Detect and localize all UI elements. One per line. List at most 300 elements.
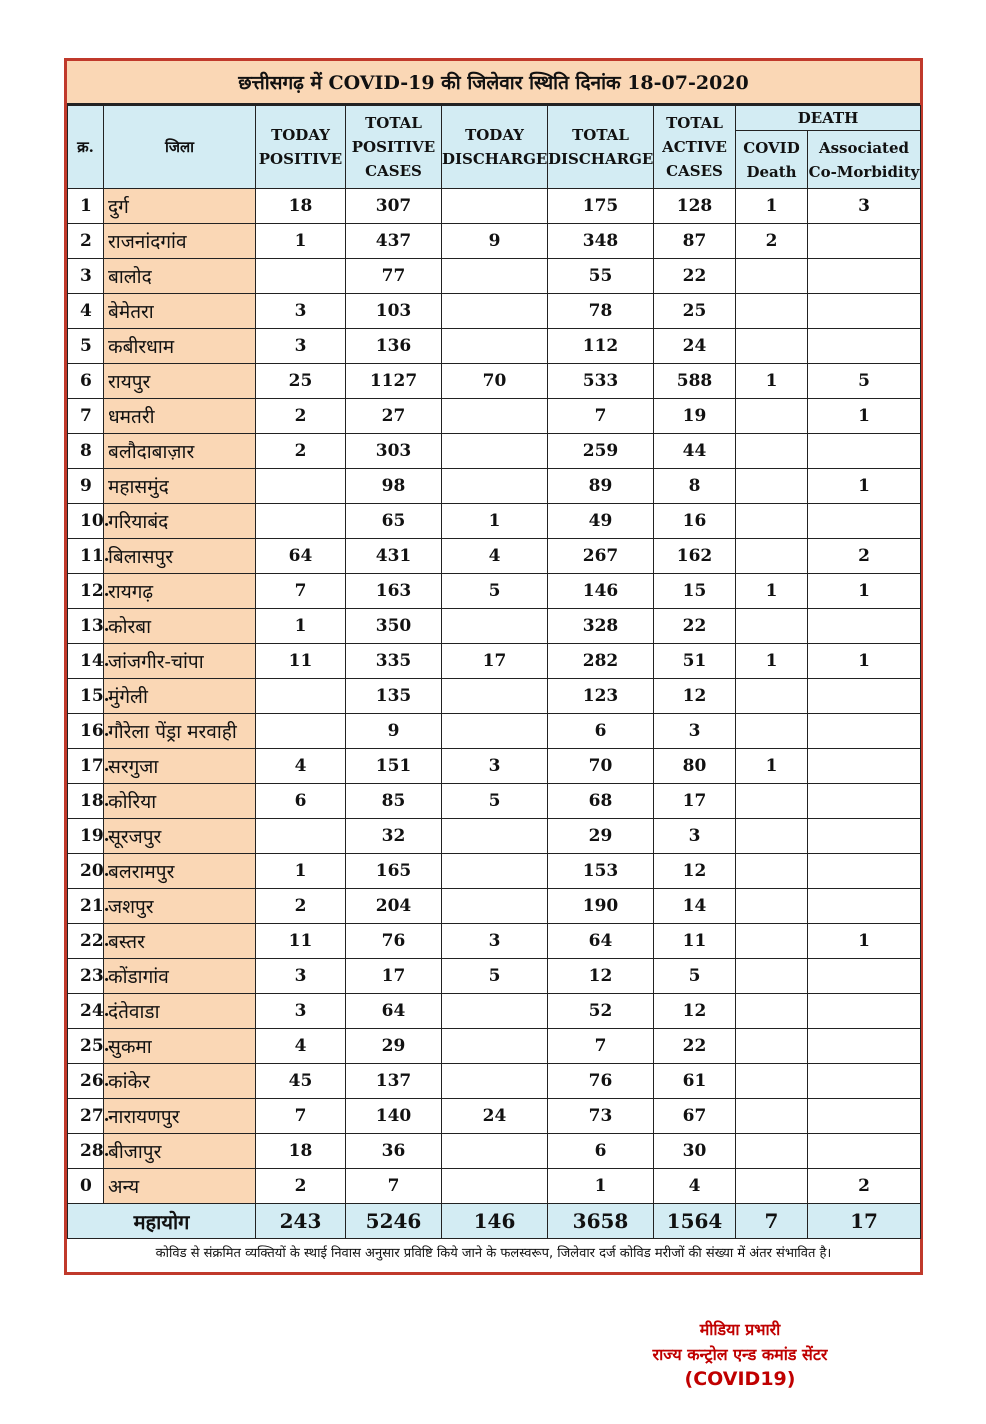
row-total-discharge: 123 (548, 679, 654, 714)
row-comorbidity (808, 504, 921, 539)
row-comorbidity (808, 959, 921, 994)
row-covid-death (736, 784, 808, 819)
report-title: छत्तीसगढ़ में COVID-19 की जिलेवार स्थिति दिनांक 18-07-2020 (67, 61, 920, 105)
header-district: जिला (104, 106, 256, 189)
row-total-positive: 335 (346, 644, 442, 679)
total-label: महायोग (68, 1204, 256, 1239)
row-sn: 23. (68, 959, 104, 994)
total-row (68, 1204, 921, 1239)
row-district: जशपुर (104, 889, 256, 924)
row-covid-death (736, 819, 808, 854)
row-total-active: 5 (654, 959, 736, 994)
row-today-positive: 1 (256, 609, 346, 644)
row-covid-death: 1 (736, 644, 808, 679)
row-sn: 6 (68, 364, 104, 399)
row-total-discharge: 6 (548, 714, 654, 749)
row-covid-death (736, 609, 808, 644)
row-today-positive: 18 (256, 189, 346, 224)
row-total-positive: 65 (346, 504, 442, 539)
row-total-active: 12 (654, 854, 736, 889)
row-sn: 5 (68, 329, 104, 364)
row-comorbidity: 2 (808, 1169, 921, 1204)
signature-covid: (COVID19) (684, 1368, 796, 1390)
row-total-active: 588 (654, 364, 736, 399)
row-today-positive: 3 (256, 294, 346, 329)
row-covid-death (736, 399, 808, 434)
table-row (68, 609, 921, 644)
row-total-active: 162 (654, 539, 736, 574)
table-row (68, 679, 921, 714)
table-row (68, 539, 921, 574)
row-comorbidity: 1 (808, 574, 921, 609)
row-district: सुकमा (104, 1029, 256, 1064)
row-total-discharge: 533 (548, 364, 654, 399)
row-today-positive: 64 (256, 539, 346, 574)
row-today-positive: 2 (256, 434, 346, 469)
row-comorbidity: 2 (808, 539, 921, 574)
row-total-positive: 165 (346, 854, 442, 889)
header-total-positive: TOTAL POSITIVE CASES (346, 106, 442, 189)
table-row (68, 889, 921, 924)
total-total-positive: 5246 (346, 1204, 442, 1239)
row-district: कबीरधाम (104, 329, 256, 364)
row-comorbidity (808, 854, 921, 889)
table-row (68, 819, 921, 854)
total-total-discharge: 3658 (548, 1204, 654, 1239)
row-district: रायगढ़ (104, 574, 256, 609)
row-sn: 27. (68, 1099, 104, 1134)
row-comorbidity (808, 1099, 921, 1134)
row-total-discharge: 76 (548, 1064, 654, 1099)
table-row (68, 259, 921, 294)
row-total-discharge: 12 (548, 959, 654, 994)
row-today-discharge (442, 189, 548, 224)
row-today-positive (256, 819, 346, 854)
row-covid-death (736, 259, 808, 294)
signature-org: राज्य कन्ट्रोल एन्ड कमांड सेंटर (652, 1345, 828, 1364)
row-total-positive: 36 (346, 1134, 442, 1169)
header-total-discharge: TOTAL DISCHARGE (548, 106, 654, 189)
header-sn: क्र. (68, 106, 104, 189)
row-total-discharge: 52 (548, 994, 654, 1029)
row-today-positive: 6 (256, 784, 346, 819)
district-status-table (67, 105, 921, 1239)
row-sn: 16. (68, 714, 104, 749)
row-total-active: 87 (654, 224, 736, 259)
row-total-active: 22 (654, 259, 736, 294)
row-comorbidity (808, 679, 921, 714)
row-district: सरगुजा (104, 749, 256, 784)
row-comorbidity: 1 (808, 644, 921, 679)
row-total-positive: 7 (346, 1169, 442, 1204)
table-row (68, 364, 921, 399)
row-district: दुर्ग (104, 189, 256, 224)
table-row (68, 854, 921, 889)
row-sn: 26. (68, 1064, 104, 1099)
row-total-active: 12 (654, 679, 736, 714)
table-row (68, 994, 921, 1029)
row-total-positive: 77 (346, 259, 442, 294)
row-comorbidity: 1 (808, 924, 921, 959)
row-district: धमतरी (104, 399, 256, 434)
row-covid-death (736, 1064, 808, 1099)
row-today-discharge: 1 (442, 504, 548, 539)
row-today-discharge (442, 434, 548, 469)
row-today-positive (256, 259, 346, 294)
row-today-discharge (442, 714, 548, 749)
row-district: अन्य (104, 1169, 256, 1204)
row-total-discharge: 112 (548, 329, 654, 364)
table-row (68, 504, 921, 539)
row-total-discharge: 146 (548, 574, 654, 609)
row-today-discharge: 70 (442, 364, 548, 399)
row-total-positive: 163 (346, 574, 442, 609)
row-total-positive: 1127 (346, 364, 442, 399)
row-covid-death: 1 (736, 189, 808, 224)
row-comorbidity (808, 819, 921, 854)
row-today-positive: 45 (256, 1064, 346, 1099)
row-covid-death (736, 1169, 808, 1204)
row-today-discharge: 5 (442, 784, 548, 819)
row-today-discharge (442, 469, 548, 504)
row-total-active: 25 (654, 294, 736, 329)
row-total-positive: 76 (346, 924, 442, 959)
header-today-positive: TODAY POSITIVE (256, 106, 346, 189)
row-today-discharge: 24 (442, 1099, 548, 1134)
row-sn: 22. (68, 924, 104, 959)
row-total-discharge: 348 (548, 224, 654, 259)
row-sn: 9 (68, 469, 104, 504)
row-comorbidity (808, 1029, 921, 1064)
row-today-discharge (442, 1064, 548, 1099)
row-comorbidity: 1 (808, 399, 921, 434)
row-total-positive: 135 (346, 679, 442, 714)
table-row (68, 434, 921, 469)
row-district: रायपुर (104, 364, 256, 399)
row-district: कोरिया (104, 784, 256, 819)
table-row (68, 959, 921, 994)
row-total-active: 80 (654, 749, 736, 784)
row-covid-death (736, 434, 808, 469)
row-covid-death (736, 959, 808, 994)
table-row (68, 784, 921, 819)
row-comorbidity (808, 224, 921, 259)
row-sn: 11. (68, 539, 104, 574)
row-sn: 19. (68, 819, 104, 854)
row-covid-death (736, 504, 808, 539)
row-total-active: 14 (654, 889, 736, 924)
row-sn: 14. (68, 644, 104, 679)
row-comorbidity (808, 609, 921, 644)
row-sn: 1 (68, 189, 104, 224)
row-comorbidity (808, 434, 921, 469)
row-today-discharge (442, 1169, 548, 1204)
row-sn: 13. (68, 609, 104, 644)
row-today-positive: 11 (256, 924, 346, 959)
table-row (68, 329, 921, 364)
row-covid-death (736, 679, 808, 714)
table-row (68, 1029, 921, 1064)
row-today-positive (256, 714, 346, 749)
row-district: जांजगीर-चांपा (104, 644, 256, 679)
total-today-discharge: 146 (442, 1204, 548, 1239)
header-comorbidity: Associated Co-Morbidity (808, 131, 921, 189)
row-comorbidity (808, 1134, 921, 1169)
row-today-positive: 7 (256, 1099, 346, 1134)
row-comorbidity (808, 259, 921, 294)
total-comorbidity: 17 (808, 1204, 921, 1239)
row-covid-death: 1 (736, 574, 808, 609)
row-sn: 20. (68, 854, 104, 889)
row-total-positive: 103 (346, 294, 442, 329)
row-total-positive: 98 (346, 469, 442, 504)
row-total-positive: 307 (346, 189, 442, 224)
signature-title: मीडिया प्रभारी (699, 1320, 781, 1339)
row-today-discharge (442, 854, 548, 889)
table-row (68, 469, 921, 504)
row-total-discharge: 328 (548, 609, 654, 644)
row-comorbidity (808, 1064, 921, 1099)
row-today-discharge (442, 1029, 548, 1064)
row-total-active: 12 (654, 994, 736, 1029)
row-total-active: 22 (654, 1029, 736, 1064)
footnote: कोविड से संक्रमित व्यक्तियों के स्थाई निवास अनुसार प्रविष्टि किये जाने के फलस्वरूप, जिलेवार दर्ज कोविड मरीजों की संख्या में अंतर संभावित है। (155, 1246, 832, 1261)
row-today-discharge (442, 819, 548, 854)
table-row (68, 714, 921, 749)
row-district: नारायणपुर (104, 1099, 256, 1134)
table-row (68, 224, 921, 259)
row-covid-death: 1 (736, 749, 808, 784)
row-total-active: 4 (654, 1169, 736, 1204)
row-total-discharge: 29 (548, 819, 654, 854)
row-total-discharge: 267 (548, 539, 654, 574)
table-row (68, 924, 921, 959)
row-sn: 4 (68, 294, 104, 329)
row-today-positive: 2 (256, 399, 346, 434)
row-total-active: 128 (654, 189, 736, 224)
row-today-discharge (442, 679, 548, 714)
row-sn: 17. (68, 749, 104, 784)
row-today-positive (256, 469, 346, 504)
row-district: कोंडागांव (104, 959, 256, 994)
row-covid-death (736, 854, 808, 889)
row-district: मुंगेली (104, 679, 256, 714)
row-comorbidity: 1 (808, 469, 921, 504)
row-district: गरियाबंद (104, 504, 256, 539)
row-total-active: 24 (654, 329, 736, 364)
row-today-discharge (442, 259, 548, 294)
row-today-discharge (442, 399, 548, 434)
row-total-positive: 32 (346, 819, 442, 854)
row-district: बिलासपुर (104, 539, 256, 574)
row-total-discharge: 153 (548, 854, 654, 889)
row-total-active: 19 (654, 399, 736, 434)
row-total-active: 51 (654, 644, 736, 679)
row-today-discharge (442, 329, 548, 364)
row-total-discharge: 89 (548, 469, 654, 504)
row-total-positive: 85 (346, 784, 442, 819)
row-total-active: 22 (654, 609, 736, 644)
row-covid-death (736, 889, 808, 924)
row-sn: 24. (68, 994, 104, 1029)
table-row (68, 1134, 921, 1169)
row-today-discharge (442, 1134, 548, 1169)
row-district: बलरामपुर (104, 854, 256, 889)
row-today-positive: 25 (256, 364, 346, 399)
row-total-active: 8 (654, 469, 736, 504)
row-total-discharge: 7 (548, 399, 654, 434)
row-total-positive: 431 (346, 539, 442, 574)
row-today-discharge (442, 294, 548, 329)
row-total-positive: 9 (346, 714, 442, 749)
row-today-discharge: 3 (442, 924, 548, 959)
row-district: गौरेला पेंड्रा मरवाही (104, 714, 256, 749)
header-total-active: TOTAL ACTIVE CASES (654, 106, 736, 189)
table-row (68, 574, 921, 609)
row-total-active: 17 (654, 784, 736, 819)
table-row (68, 294, 921, 329)
table-row (68, 749, 921, 784)
row-total-discharge: 70 (548, 749, 654, 784)
total-active: 1564 (654, 1204, 736, 1239)
row-today-positive (256, 679, 346, 714)
row-today-discharge: 4 (442, 539, 548, 574)
row-today-positive: 18 (256, 1134, 346, 1169)
row-total-positive: 64 (346, 994, 442, 1029)
row-total-discharge: 282 (548, 644, 654, 679)
row-district: सूरजपुर (104, 819, 256, 854)
row-district: बेमेतरा (104, 294, 256, 329)
row-total-positive: 29 (346, 1029, 442, 1064)
row-district: कांकेर (104, 1064, 256, 1099)
row-comorbidity: 5 (808, 364, 921, 399)
row-district: राजनांदगांव (104, 224, 256, 259)
row-today-positive: 7 (256, 574, 346, 609)
row-covid-death (736, 1029, 808, 1064)
row-total-active: 3 (654, 714, 736, 749)
row-sn: 18. (68, 784, 104, 819)
row-today-positive: 3 (256, 329, 346, 364)
row-total-discharge: 1 (548, 1169, 654, 1204)
row-sn: 3 (68, 259, 104, 294)
row-covid-death (736, 994, 808, 1029)
row-district: बालोद (104, 259, 256, 294)
row-total-positive: 151 (346, 749, 442, 784)
row-today-positive: 2 (256, 889, 346, 924)
row-covid-death (736, 329, 808, 364)
row-comorbidity (808, 294, 921, 329)
header-death: DEATH (736, 106, 921, 131)
row-comorbidity (808, 994, 921, 1029)
row-today-positive: 1 (256, 224, 346, 259)
row-sn: 0 (68, 1169, 104, 1204)
row-comorbidity: 3 (808, 189, 921, 224)
row-covid-death (736, 294, 808, 329)
row-total-positive: 137 (346, 1064, 442, 1099)
row-sn: 25. (68, 1029, 104, 1064)
row-sn: 28. (68, 1134, 104, 1169)
row-total-positive: 204 (346, 889, 442, 924)
row-comorbidity (808, 889, 921, 924)
row-total-active: 61 (654, 1064, 736, 1099)
row-total-discharge: 49 (548, 504, 654, 539)
row-today-positive: 11 (256, 644, 346, 679)
row-today-positive (256, 504, 346, 539)
row-district: बीजापुर (104, 1134, 256, 1169)
row-total-positive: 303 (346, 434, 442, 469)
total-covid-death: 7 (736, 1204, 808, 1239)
header-today-discharge: TODAY DISCHARGE (442, 106, 548, 189)
row-today-positive: 3 (256, 959, 346, 994)
row-today-positive: 4 (256, 1029, 346, 1064)
row-sn: 10. (68, 504, 104, 539)
row-covid-death: 1 (736, 364, 808, 399)
row-total-discharge: 73 (548, 1099, 654, 1134)
row-today-positive: 1 (256, 854, 346, 889)
row-covid-death (736, 1134, 808, 1169)
row-comorbidity (808, 784, 921, 819)
row-sn: 8 (68, 434, 104, 469)
total-today-positive: 243 (256, 1204, 346, 1239)
row-total-active: 11 (654, 924, 736, 959)
row-covid-death (736, 469, 808, 504)
table-row (68, 399, 921, 434)
row-total-active: 44 (654, 434, 736, 469)
row-total-active: 16 (654, 504, 736, 539)
row-district: महासमुंद (104, 469, 256, 504)
row-total-discharge: 190 (548, 889, 654, 924)
row-today-positive: 4 (256, 749, 346, 784)
row-total-positive: 140 (346, 1099, 442, 1134)
row-sn: 21. (68, 889, 104, 924)
table-row (68, 1169, 921, 1204)
row-total-discharge: 55 (548, 259, 654, 294)
row-total-active: 3 (654, 819, 736, 854)
row-total-positive: 437 (346, 224, 442, 259)
row-total-active: 30 (654, 1134, 736, 1169)
row-district: बस्तर (104, 924, 256, 959)
table-row (68, 1064, 921, 1099)
row-comorbidity (808, 714, 921, 749)
row-total-discharge: 78 (548, 294, 654, 329)
row-covid-death: 2 (736, 224, 808, 259)
row-total-discharge: 175 (548, 189, 654, 224)
row-today-positive: 2 (256, 1169, 346, 1204)
row-today-discharge: 5 (442, 574, 548, 609)
row-total-discharge: 64 (548, 924, 654, 959)
row-total-positive: 136 (346, 329, 442, 364)
row-covid-death (736, 714, 808, 749)
row-today-positive: 3 (256, 994, 346, 1029)
row-sn: 7 (68, 399, 104, 434)
row-comorbidity (808, 329, 921, 364)
row-today-discharge: 17 (442, 644, 548, 679)
table-row (68, 1099, 921, 1134)
row-total-discharge: 259 (548, 434, 654, 469)
row-sn: 15. (68, 679, 104, 714)
row-total-positive: 17 (346, 959, 442, 994)
header-covid-death: COVID Death (736, 131, 808, 189)
row-covid-death (736, 539, 808, 574)
table-row (68, 644, 921, 679)
row-today-discharge: 5 (442, 959, 548, 994)
row-today-discharge (442, 889, 548, 924)
row-district: कोरबा (104, 609, 256, 644)
row-total-active: 15 (654, 574, 736, 609)
row-covid-death (736, 1099, 808, 1134)
row-total-discharge: 68 (548, 784, 654, 819)
row-total-positive: 27 (346, 399, 442, 434)
